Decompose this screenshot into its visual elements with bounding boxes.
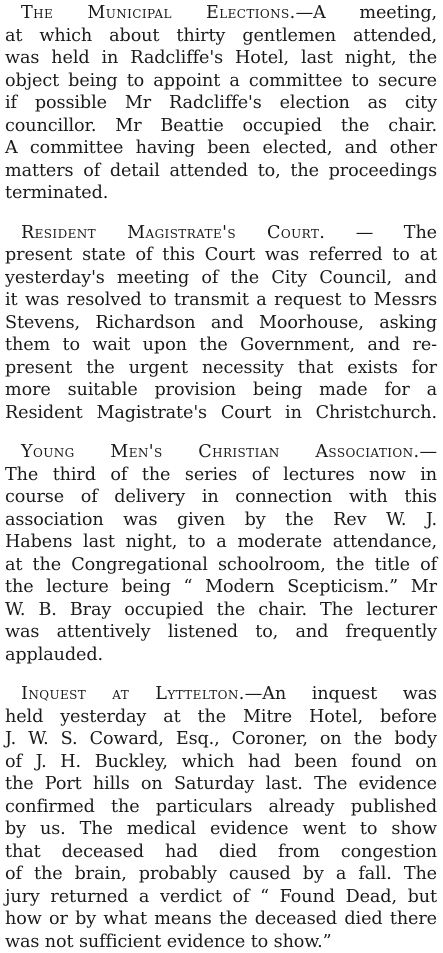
article-first-line <box>5 2 437 25</box>
article-line: A committee having been elected, and other <box>5 137 437 160</box>
article-line: association was given by the Rev W. J. <box>5 509 437 532</box>
article-line: at the Congregational schoolroom, the title of <box>5 554 437 577</box>
article-line: of the brain, probably caused by a fall. The <box>5 863 437 886</box>
article-separator <box>5 205 437 222</box>
article-first-line <box>5 441 437 464</box>
article-heading: Resident Magistrate's Court. <box>21 223 325 243</box>
article-line: the Port hills on Saturday last. The evidence <box>5 773 437 796</box>
article-separator <box>5 424 437 441</box>
article-line: present state of this Court was referred to at <box>5 244 437 267</box>
article-line: how or by what means the deceased died there <box>5 908 437 931</box>
article-line: more suitable provision being made for a <box>5 379 437 402</box>
article-line: applauded. <box>5 644 437 667</box>
article-line: was attentively listened to, and frequently <box>5 621 437 644</box>
article-municipal-elections <box>5 2 437 205</box>
article-separator <box>5 666 437 683</box>
article-first-line <box>5 222 437 245</box>
article-line: yesterday's meeting of the City Council, and <box>5 267 437 290</box>
article-line: jury returned a verdict of “ Found Dead, but <box>5 886 437 909</box>
article-line: Resident Magistrate's Court in Christchurch. <box>5 402 437 425</box>
article-line: by us. The medical evidence went to show <box>5 818 437 841</box>
article-line: confirmed the particulars already published <box>5 796 437 819</box>
article-line: W. B. Bray occupied the chair. The lecturer <box>5 599 437 622</box>
article-heading: The Municipal Elections. <box>21 3 296 23</box>
article-resident-magistrates-court <box>5 222 437 425</box>
article-line: was not sufficient evidence to show.” <box>5 931 437 953</box>
article-line: of J. H. Buckley, which had been found on <box>5 751 437 774</box>
article-text: — The <box>325 223 437 243</box>
article-line: was held in Radcliffe's Hotel, last night, the <box>5 47 437 70</box>
article-heading: Young Men's Christian Association. <box>21 442 420 462</box>
article-line: held yesterday at the Mitre Hotel, before <box>5 706 437 729</box>
article-line: J. W. S. Coward, Esq., Coroner, on the body <box>5 728 437 751</box>
article-line: at which about thirty gentlemen attended, <box>5 25 437 48</box>
article-line: present the urgent necessity that exists for <box>5 357 437 380</box>
article-line: The third of the series of lectures now in <box>5 464 437 487</box>
article-first-line <box>5 683 437 706</box>
article-line: object being to appoint a committee to secure <box>5 70 437 93</box>
article-inquest-lyttelton <box>5 683 437 953</box>
article-line: them to wait upon the Government, and re- <box>5 334 437 357</box>
article-line: terminated. <box>5 182 437 205</box>
article-line: matters of detail attended to, the proceedings <box>5 160 437 183</box>
article-ymca <box>5 441 437 666</box>
article-line: Habens last night, to a moderate attendance, <box>5 531 437 554</box>
article-heading: Inquest at Lyttelton. <box>21 684 245 704</box>
article-line: that deceased had died from congestion <box>5 841 437 864</box>
article-text: —An inquest was <box>245 684 437 704</box>
article-line: the lecture being “ Modern Scepticism.” Mr <box>5 576 437 599</box>
article-line: it was resolved to transmit a request to Messrs <box>5 289 437 312</box>
article-line: councillor. Mr Beattie occupied the chair. <box>5 115 437 138</box>
article-line: course of delivery in connection with this <box>5 486 437 509</box>
article-line: Stevens, Richardson and Moorhouse, asking <box>5 312 437 335</box>
article-text: — <box>420 442 438 462</box>
article-line: if possible Mr Radcliffe's election as city <box>5 92 437 115</box>
article-text: —A meeting, <box>296 3 437 23</box>
